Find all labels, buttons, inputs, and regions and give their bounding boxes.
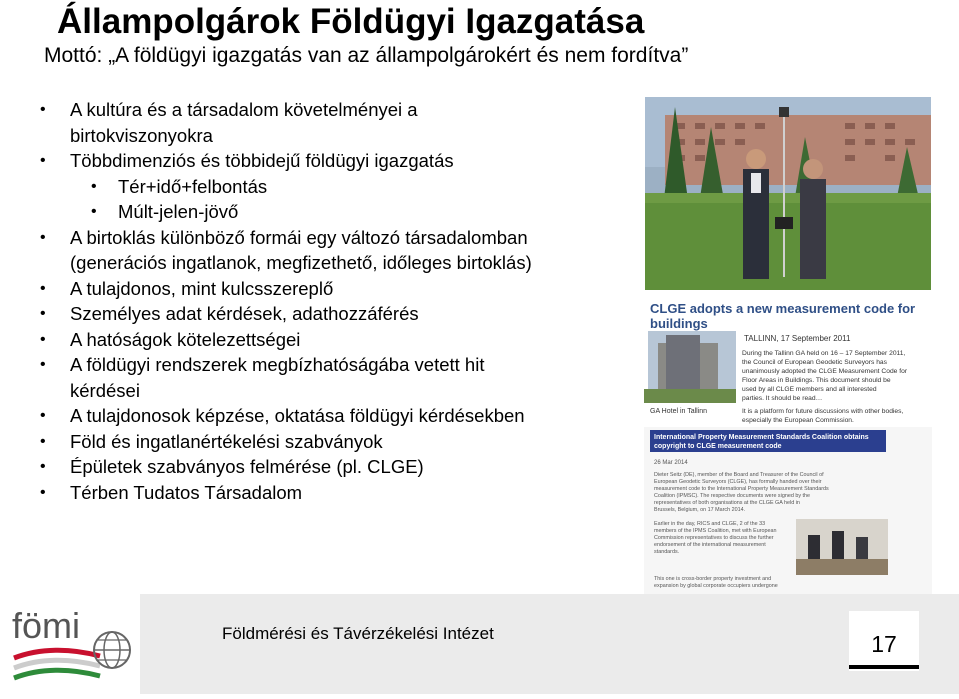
bullet-item: • A hatóságok kötelezettségei	[0, 327, 615, 353]
clge-headline-1: CLGE adopts a new measurement code for	[650, 301, 916, 316]
footer-band	[140, 594, 959, 694]
bullet-item: • Föld és ingatlanértékelési szabványok	[0, 429, 615, 455]
bullet-continuation: kérdései	[70, 379, 140, 401]
clge-body-5: parties. It should be read…	[742, 395, 823, 402]
clge-dateline: TALLINN, 17 September 2011	[744, 334, 851, 343]
ipms-p2-3: endorsement of the international measurement	[654, 542, 766, 548]
clge-news-graphic	[644, 297, 932, 599]
bullet-item: • Személyes adat kérdések, adathozzáférés	[0, 301, 615, 327]
ipms-p1-0: Dieter Seitz (DE), member of the Board and Treasurer of the Council of	[654, 472, 824, 478]
slide-motto: Mottó: „A földügyi igazgatás van az állampolgárokért és nem fordítva”	[44, 44, 689, 67]
bullet-continuation: (generációs ingatlanok, megfizethető, időleges birtoklás)	[70, 252, 532, 273]
surveyors-photo	[645, 97, 931, 290]
bullet-item: • A földügyi rendszerek megbízhatóságába vetett hit	[0, 352, 615, 378]
page-number: 17	[871, 631, 897, 657]
clge-body-2: unanimously adopted the CLGE Measurement Code for	[742, 368, 908, 375]
clge-body-1: the Council of European Geodetic Surveyors has	[742, 359, 887, 366]
clge-news-clipping	[644, 297, 932, 599]
ipms-p1-3: Coalition (IPMSC). The respective documents were signed by the	[654, 493, 811, 499]
ipms-banner-2: copyright to CLGE measurement code	[654, 443, 782, 450]
ipms-p2-1: members of the IPMS Coalition, met with European	[654, 528, 777, 534]
ipms-date: 26 Mar 2014	[654, 460, 688, 466]
page-number-box	[849, 611, 919, 671]
ipms-p1-1: European Geodetic Surveyors (CLGE), has formally handed over their	[654, 479, 822, 485]
ipms-p3-0: This one is cross-border property investment and	[654, 576, 772, 582]
clge-body-4: used by all CLGE members and all interested	[742, 386, 877, 393]
clge-body-3: Floor Areas in Buildings. This document should be	[742, 377, 891, 384]
clge-body-7: It is a platform for future discussions with other bodies,	[742, 408, 904, 415]
bullet-list	[0, 97, 615, 505]
slide-title: Állampolgárok Földügyi Igazgatása	[57, 2, 645, 41]
ipms-p2-0: Earlier in the day, RICS and CLGE, 2 of the 33	[654, 521, 766, 527]
clge-body-0: During the Tallinn GA held on 16 – 17 September 2011,	[742, 350, 906, 357]
sub-bullet-item: • Múlt-jelen-jövő	[0, 199, 615, 225]
bullet-item: • A tulajdonosok képzése, oktatása földügyi kérdésekben	[0, 403, 615, 429]
clge-caption: GA Hotel in Tallinn	[650, 408, 708, 415]
sub-bullet-item: • Tér+idő+felbontás	[0, 174, 615, 200]
page-number-rule	[849, 665, 919, 669]
bullet-item: • A kultúra és a társadalom követelményei a	[0, 97, 615, 123]
ipms-p3-1: expansion by global corporate occupiers undergone	[654, 583, 778, 589]
surveyors-photo-graphic	[645, 97, 931, 290]
ipms-p1-4: representatives of both organisations at the CLGE GA held in	[654, 500, 800, 506]
bullet-continuation: birtokviszonyokra	[70, 124, 213, 146]
bullet-item: • A birtoklás különböző formái egy változó társadalomban	[0, 225, 615, 251]
fomi-logo	[0, 600, 140, 694]
bullet-item: • A tulajdonos, mint kulcsszereplő	[0, 276, 615, 302]
fomi-logo-text: fömi	[12, 605, 81, 646]
ipms-p2-2: Commission representatives to discuss the further	[654, 535, 774, 541]
ipms-p2-4: standards.	[654, 549, 680, 555]
fomi-logo-graphic	[0, 600, 140, 694]
footer-institute: Földmérési és Távérzékelési Intézet	[222, 624, 494, 643]
bullet-item: • Többdimenziós és többidejű földügyi igazgatás	[0, 148, 615, 174]
bullet-item: • Épületek szabványos felmérése (pl. CLGE)	[0, 454, 615, 480]
ipms-p1-2: measurement code to the International Property Measurement Standards	[654, 486, 829, 492]
clge-headline-2: buildings	[650, 316, 708, 331]
bullet-item: • Térben Tudatos Társadalom	[0, 480, 615, 506]
ipms-banner-1: International Property Measurement Standards Coalition obtains	[654, 434, 869, 441]
ipms-p1-5: Brussels, Belgium, on 17 March 2014.	[654, 507, 746, 513]
clge-body-8: especially the European Commission.	[742, 417, 854, 424]
globe-icon	[94, 632, 130, 668]
